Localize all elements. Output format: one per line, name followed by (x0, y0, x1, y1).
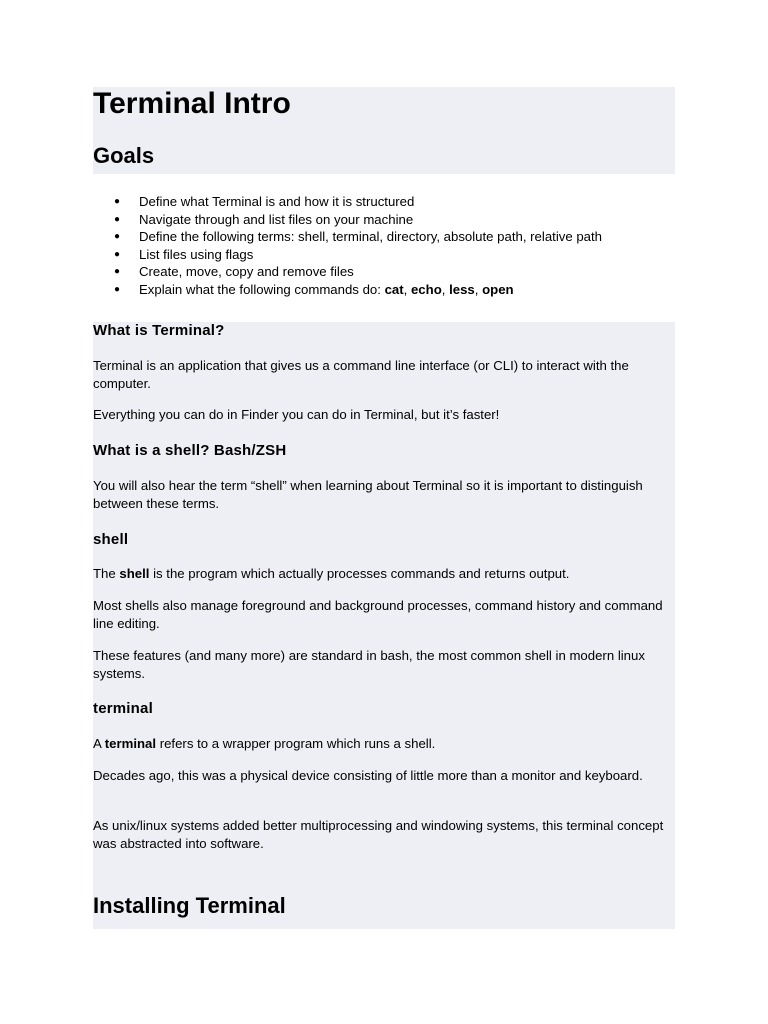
terminal-heading: terminal (93, 700, 153, 717)
terminal-p1-prefix: A (93, 736, 105, 751)
shell-paragraph: Most shells also manage foreground and background processes, command history and command line editing. (93, 598, 663, 631)
command-cat: cat (384, 281, 404, 297)
separator: , (403, 281, 411, 297)
shell-p1-prefix: The (93, 566, 120, 581)
separator: , (441, 281, 450, 297)
separator: , (474, 281, 483, 297)
goal-item: ● Create, move, copy and remove files (93, 263, 602, 281)
shell-heading: shell (93, 531, 129, 548)
goal-item: ● Define the following terms: shell, terminal, directory, absolute path, relative path (93, 228, 602, 246)
terminal-term: terminal (104, 736, 157, 751)
what-is-shell-heading: What is a shell? Bash/ZSH (93, 442, 287, 459)
goals-list (93, 193, 602, 298)
terminal-paragraph: Decades ago, this was a physical device consisting of little more than a monitor and keyboard. (93, 768, 643, 783)
commands-prefix: Explain what the following commands do: (139, 281, 385, 297)
document-title: Terminal Intro (93, 87, 291, 120)
command-less: less (449, 281, 475, 297)
goal-item-commands (93, 281, 602, 299)
terminal-paragraph (93, 735, 673, 753)
shell-p1-suffix: is the program which actually processes commands and returns output. (149, 566, 570, 581)
goal-item: ● List files using flags (93, 246, 602, 264)
goals-heading: Goals (93, 143, 155, 168)
command-open: open (482, 281, 514, 297)
shell-term: shell (119, 566, 150, 581)
what-is-terminal-heading: What is Terminal? (93, 322, 225, 339)
terminal-p1-suffix: refers to a wrapper program which runs a shell. (156, 736, 436, 751)
goal-item: ● Define what Terminal is and how it is structured (93, 193, 602, 211)
goal-item: ● Navigate through and list files on your machine (93, 211, 602, 229)
terminal-paragraph: As unix/linux systems added better multiprocessing and windowing systems, this terminal concept was abstracted into software. (93, 818, 664, 851)
shell-paragraph: These features (and many more) are standard in bash, the most common shell in modern linux systems. (93, 648, 645, 681)
what-is-shell-paragraph: You will also hear the term “shell” when learning about Terminal so it is important to distinguish between these terms. (93, 478, 643, 511)
what-is-terminal-paragraph: Everything you can do in Finder you can do in Terminal, but it’s faster! (93, 407, 500, 422)
what-is-terminal-paragraph: Terminal is an application that gives us a command line interface (or CLI) to interact with the computer. (93, 358, 629, 391)
shell-paragraph (93, 565, 673, 583)
command-echo: echo (410, 281, 442, 297)
installing-terminal-heading: Installing Terminal (93, 893, 286, 918)
